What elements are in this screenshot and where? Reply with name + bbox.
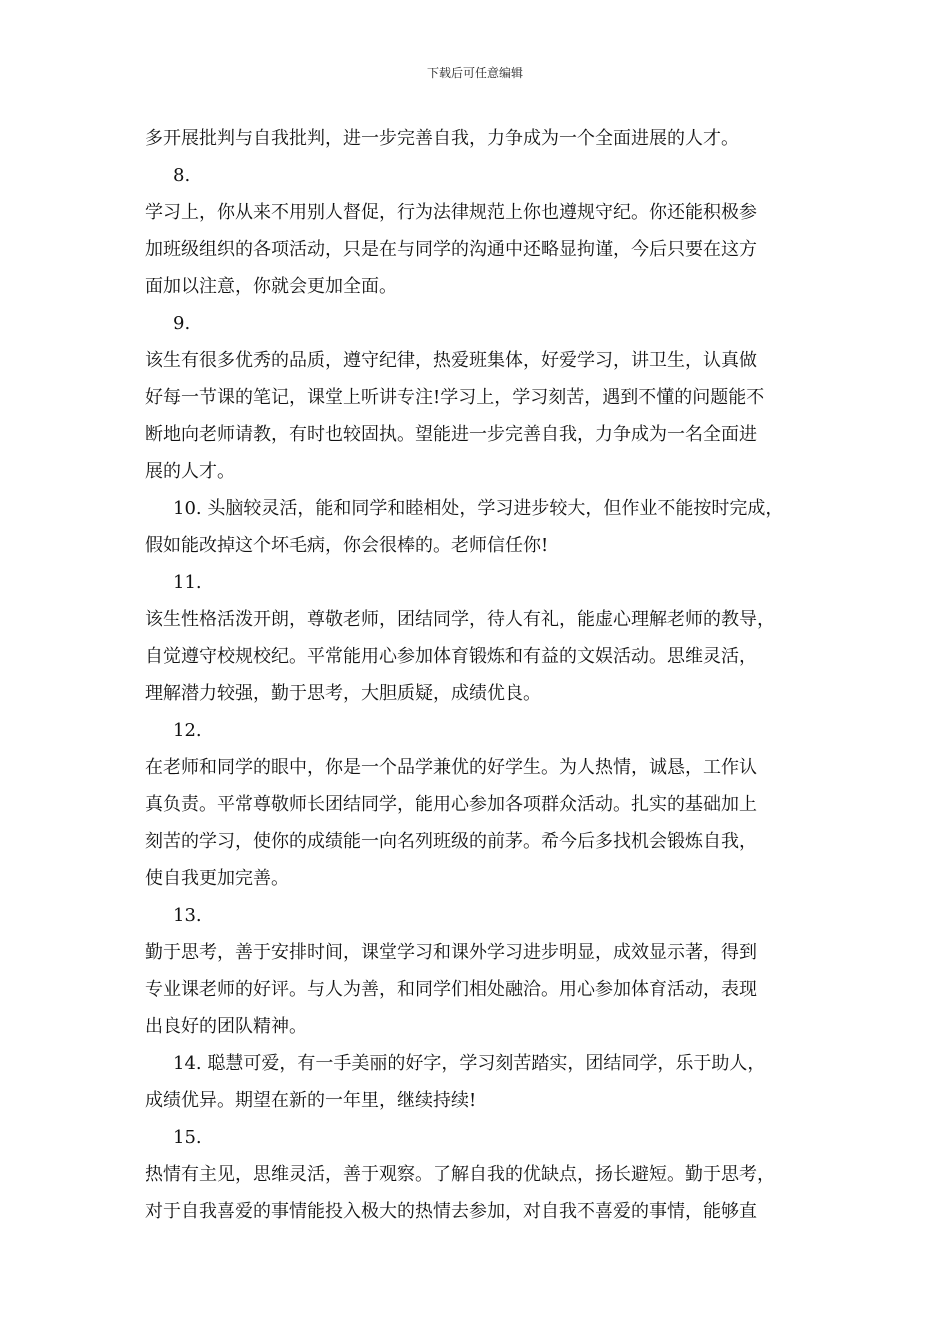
text-line: 假如能改掉这个坏毛病，你会很棒的。老师信任你! xyxy=(145,535,549,556)
text-line: 自觉遵守校规校纪。平常能用心参加体育锻炼和有益的文娱活动。思维灵活， xyxy=(145,646,757,667)
text-line: 10. 头脑较灵活，能和同学和睦相处，学习进步较大，但作业不能按时完成， xyxy=(173,498,784,519)
text-line: 在老师和同学的眼中，你是一个品学兼优的好学生。为人热情，诚恳，工作认 xyxy=(145,757,757,778)
item-number: 13. xyxy=(173,905,202,926)
text-line: 热情有主见，思维灵活，善于观察。了解自我的优缺点，扬长避短。勤于思考， xyxy=(145,1164,775,1185)
text-line: 理解潜力较强，勤于思考，大胆质疑，成绩优良。 xyxy=(145,683,541,704)
item-number: 12. xyxy=(173,720,202,741)
text-line: 断地向老师请教，有时也较固执。望能进一步完善自我，力争成为一名全面进 xyxy=(145,424,757,445)
text-line: 好每一节课的笔记，课堂上听讲专注!学习上，学习刻苦，遇到不懂的问题能不 xyxy=(145,387,765,408)
text-line: 勤于思考，善于安排时间，课堂学习和课外学习进步明显，成效显示著，得到 xyxy=(145,942,757,963)
text-line: 刻苦的学习，使你的成绩能一向名列班级的前茅。希今后多找机会锻炼自我， xyxy=(145,831,757,852)
item-number: 9. xyxy=(173,313,191,334)
text-line: 14. 聪慧可爱，有一手美丽的好字，学习刻苦踏实，团结同学，乐于助人， xyxy=(173,1053,766,1074)
text-line: 真负责。平常尊敬师长团结同学，能用心参加各项群众活动。扎实的基础加上 xyxy=(145,794,757,815)
text-line: 对于自我喜爱的事情能投入极大的热情去参加，对自我不喜爱的事情，能够直 xyxy=(145,1201,757,1222)
text-line: 成绩优异。期望在新的一年里，继续持续! xyxy=(145,1090,477,1111)
item-number: 8. xyxy=(173,165,191,186)
document-body xyxy=(145,120,815,1230)
item-number: 11. xyxy=(173,572,202,593)
text-line: 学习上，你从来不用别人督促，行为法律规范上你也遵规守纪。你还能积极参 xyxy=(145,202,757,223)
text-line: 加班级组织的各项活动，只是在与同学的沟通中还略显拘谨，今后只要在这方 xyxy=(145,239,757,260)
text-line: 该生性格活泼开朗，尊敬老师，团结同学，待人有礼，能虚心理解老师的教导， xyxy=(145,609,775,630)
text-line: 面加以注意，你就会更加全面。 xyxy=(145,276,397,297)
text-line: 展的人才。 xyxy=(145,461,235,482)
page-header: 下载后可任意编辑 xyxy=(426,66,523,80)
text-line: 该生有很多优秀的品质，遵守纪律，热爱班集体，好爱学习，讲卫生，认真做 xyxy=(145,350,757,371)
text-line: 出良好的团队精神。 xyxy=(145,1016,307,1037)
text-line: 多开展批判与自我批判，进一步完善自我，力争成为一个全面进展的人才。 xyxy=(145,128,739,149)
text-line: 使自我更加完善。 xyxy=(145,868,289,889)
item-number: 15. xyxy=(173,1127,202,1148)
text-line: 专业课老师的好评。与人为善，和同学们相处融洽。用心参加体育活动，表现 xyxy=(145,979,757,1000)
